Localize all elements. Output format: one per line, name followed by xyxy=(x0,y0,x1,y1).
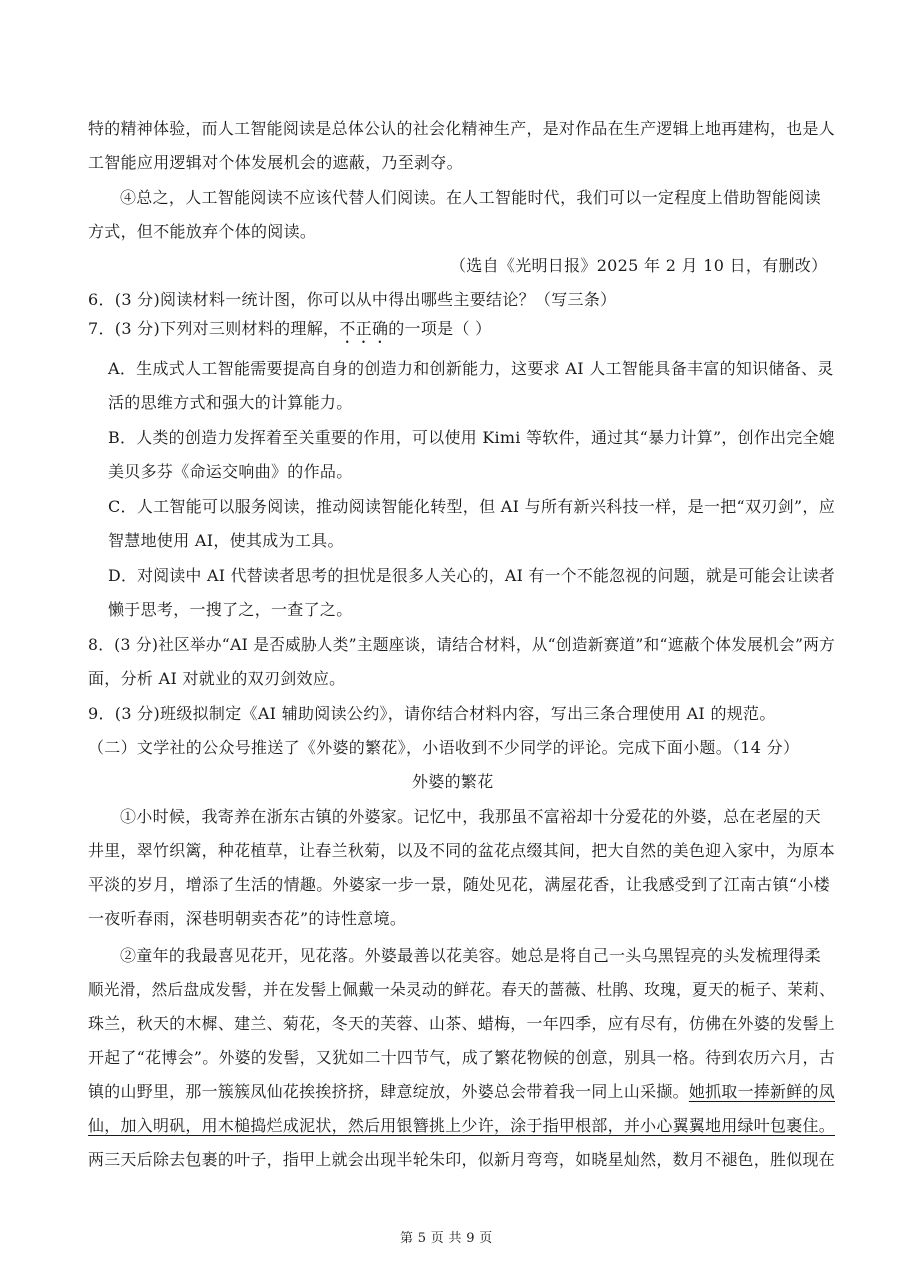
article-title: 外婆的繁花 xyxy=(412,772,494,791)
question-text: 9．(3 分)班级拟制定《AI 辅助阅读公约》，请你结合材料内容，写出三条合理使用 AI 的规范。 xyxy=(88,704,776,723)
underlined-text: 仙，加入明矾，用木槌捣烂成泥状，然后用银簪挑上少许，涂于指甲根部，并小心翼翼地用绿叶包裹住。 xyxy=(88,1116,835,1135)
text-line: 方式，但不能放弃个体的阅读。 xyxy=(88,222,317,241)
text-line: 工智能应用逻辑对个体发展机会的遮蔽，乃至剥夺。 xyxy=(88,153,463,172)
option-text: 智慧地使用 AI，使其成为工具。 xyxy=(108,531,344,550)
text-line: 开起了“花博会”。外婆的发髻，又犹如二十四节气，成了繁花物候的创意，别具一格。待到农历六月，古 xyxy=(88,1048,835,1067)
text-line xyxy=(88,1081,835,1103)
option-text: 美贝多芬《命运交响曲》的作品。 xyxy=(108,462,353,481)
text-line: 珠兰，秋天的木樨、建兰、菊花，冬天的芙蓉、山茶、蜡梅，一年四季，应有尽有，仿佛在外婆的发髻上 xyxy=(88,1014,835,1033)
page-number: 第 5 页 共 9 页 xyxy=(400,1231,493,1246)
emphasis-text: 不正确 xyxy=(339,319,389,338)
text-line: 平淡的岁月，增添了生活的情趣。外婆家一步一景，随处见花，满屋花香，让我感受到了江南古镇“小楼 xyxy=(88,875,830,894)
option-text: A．生成式人工智能需要提高自身的创造力和创新能力，这要求 AI 人工智能具备丰富的知识储备、灵 xyxy=(108,359,834,378)
question-prefix: 7．(3 分)下列对三则材料的理解， xyxy=(88,319,340,338)
section-intro-text: （二）文学社的公众号推送了《外婆的繁花》，小语收到不少同学的评论。完成下面小题。（14 分） xyxy=(88,738,800,757)
option-text: 活的思维方式和强大的计算能力。 xyxy=(108,393,353,412)
question-text: 8．(3 分)社区举办“AI 是否威胁人类”主题座谈，请结合材料，从“创造新赛道”和“遮蔽个体发展机会”两方 xyxy=(88,635,835,654)
option-text: C．人工智能可以服务阅读，推动阅读智能化转型，但 AI 与所有新兴科技一样，是一把“双刃剑”，应 xyxy=(108,497,835,516)
underlined-text: 她抓取一捧新鲜的凤 xyxy=(688,1082,835,1101)
text-line: 特的精神体验，而人工智能阅读是总体公认的社会化精神生产，是对作品在生产逻辑上地再建构，也是人 xyxy=(88,119,835,138)
question-text: 面，分析 AI 对就业的双刃剑效应。 xyxy=(88,669,346,688)
option-text: B．人类的创造力发挥着至关重要的作用，可以使用 Kimi 等软件，通过其“暴力计算”，创作出完全媲 xyxy=(108,428,835,447)
plain-text: 镇的山野里，那一簇簇凤仙花挨挨挤挤，肆意绽放，外婆总会带着我一同上山采撷。 xyxy=(88,1082,689,1101)
text-line: ②童年的我最喜见花开，见花落。外婆最善以花美容。她总是将自己一头乌黑锃亮的头发梳理得柔 xyxy=(120,946,821,965)
text-line: 井里，翠竹织篱，种花植草，让春兰秋菊，以及不同的盆花点缀其间，把大自然的美色迎入家中，为原本 xyxy=(88,841,835,860)
question-text: 6．(3 分)阅读材料一统计图，你可以从中得出哪些主要结论？（写三条） xyxy=(88,290,617,309)
text-line: ①小时候，我寄养在浙东古镇的外婆家。记忆中，我那虽不富裕却十分爱花的外婆，总在老屋的天 xyxy=(120,807,821,826)
text-line: 顺光滑，然后盘成发髻，并在发髻上佩戴一朵灵动的鲜花。春天的蔷薇、杜鹃、玫瑰，夏天的栀子、茉莉、 xyxy=(88,980,835,999)
option-text: D．对阅读中 AI 代替读者思考的担忧是很多人关心的，AI 有一个不能忽视的问题，就是可能会让读者 xyxy=(108,566,835,585)
text-line: 一夜听春雨，深巷明朝卖杏花”的诗性意境。 xyxy=(88,909,407,928)
option-text: 懒于思考，一搜了之，一查了之。 xyxy=(108,600,353,619)
question-text xyxy=(88,318,491,347)
text-line: ④总之，人工智能阅读不应该代替人们阅读。在人工智能时代，我们可以一定程度上借助智能阅读 xyxy=(120,188,821,207)
question-suffix: 的一项是（ ） xyxy=(388,319,492,338)
text-line: 两三天后除去包裹的叶子，指甲上就会出现半轮朱印，似新月弯弯，如晓星灿然，数月不褪色，胜似现在 xyxy=(88,1150,835,1169)
source-citation: （选自《光明日报》2025 年 2 月 10 日，有删改） xyxy=(450,256,828,275)
